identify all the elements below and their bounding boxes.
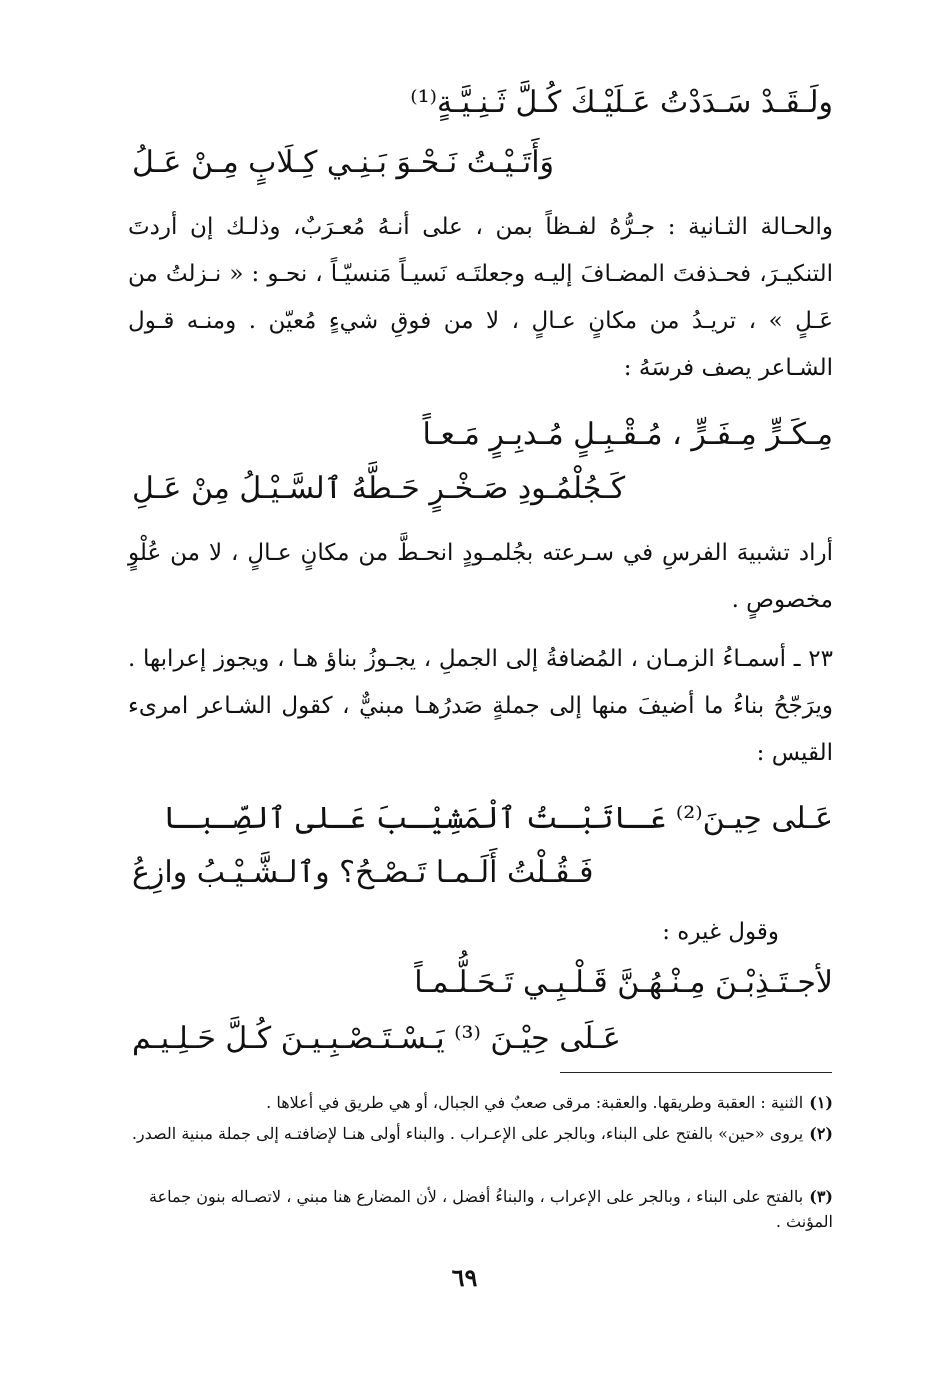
footnote-number: (٢)	[809, 1124, 833, 1143]
verse4-first-hemistich: لأجـتَـذِبْـنَ مِـنْـهُـنَّ قَـلْـبِـي تَـحَـلُّـمـاً	[414, 965, 833, 1000]
footnote-2	[128, 1121, 833, 1146]
verse3-second-hemistich: فَـقُـلْتُ أَلَـمـا تَـصْـحُ؟ وٱلـشَّـيْـبُ وازِعُ	[132, 855, 594, 890]
footnote-number: (١)	[809, 1093, 833, 1112]
footnote-text: يروى «حين» بالفتح على البناء، وبالجر على الإعـراب . والبناء أولى هنـا لإضافتـه إلى جملة مبنية الصدر.	[131, 1124, 804, 1143]
footnote-number: (٣)	[809, 1187, 833, 1206]
verse2-first-hemistich: مِـكَـرٍّ مِـفَـرٍّ ، مُـقْـبِـلٍ مُـدبِـرٍ مَـعـاً	[422, 417, 833, 452]
verse3-first-hemistich: عَـلى حِيـنَ⁽²⁾ عَـاتَبْـتُ ٱلْمَشِيْـبَ عَـلى ٱلصِّـبـا	[163, 801, 833, 836]
paragraph-genitive-case: والحـالة الثـانية : جـرُّهُ لفـظاً بمن ، على أنـهُ مُعـرَبٌ، وذلـك إن أردتَ التنكيـرَ، فحـذفتَ المضـافَ إليـه وجعلتَـه نَسيـاً مَنسيّـاً ، نحـو : « نـزلتُ من عَـلٍ » ، تريـدُ من مكانٍ عـالٍ ، لا من فوقِ شيءٍ مُعيّن . ومنـه قـول الشـاعر يصف فرسَهُ :	[128, 214, 833, 381]
footnote-divider	[560, 1072, 832, 1073]
footnote-text: الثنية : العقبة وطريقها. والعقبة: مرقى صعبٌ في الجبال، أو هي طريق في أعلاها .	[266, 1093, 804, 1112]
footnote-1	[128, 1090, 833, 1115]
footnote-3	[128, 1184, 833, 1234]
paragraph-explanation: أراد تشبيهَ الفرسِ في سـرعته بجُلمـودٍ انحـطَّ من مكانٍ عـالٍ ، لا من عُلْوٍ مخصوصٍ .	[128, 540, 833, 613]
verse1-first-hemistich: ولَـقَـدْ سَـدَدْتُ عَـلَيْـكَ كُـلَّ ثَـنِـيَّـةٍ⁽¹⁾	[410, 85, 833, 120]
verse2-second-hemistich: كَـجُلْمُـودِ صَـخْـرٍ حَـطَّهُ ٱلسَّـيْـلُ مِنْ عَـلِ	[132, 471, 626, 506]
page-number: ٦٩	[451, 1263, 478, 1292]
footnote-text: بالفتح على البناء ، وبالجر على الإعراب ، والبناءُ أفضل ، لأن المضارع هنا مبني ، لاتصـاله بنون جماعة المؤنث .	[149, 1187, 833, 1231]
paragraph-section-23: ٢٣ ـ أسمـاءُ الزمـان ، المُضافةُ إلى الجملِ ، يجـوزُ بناؤ هـا ، ويجوز إعرابها . ويرَجّحُ بناءُ ما أضيفَ منها إلى جملةٍ صَدرُهـا مبنيٌّ ، كقول الشـاعر امرىء القيس :	[128, 646, 833, 766]
verse4-second-hemistich: عَـلَى حِيْـنَ ⁽³⁾ يَـسْـتَـصْـبِـيـنَ كُـلَّ حَـلِـيـم	[132, 1021, 621, 1056]
verse1-second-hemistich: وَأَتَـيْـتُ نَـحْـوَ بَـنِـي كِـلَابٍ مِـنْ عَـلُ	[132, 145, 555, 180]
paragraph-another-poet: وقول غيره :	[662, 919, 779, 945]
